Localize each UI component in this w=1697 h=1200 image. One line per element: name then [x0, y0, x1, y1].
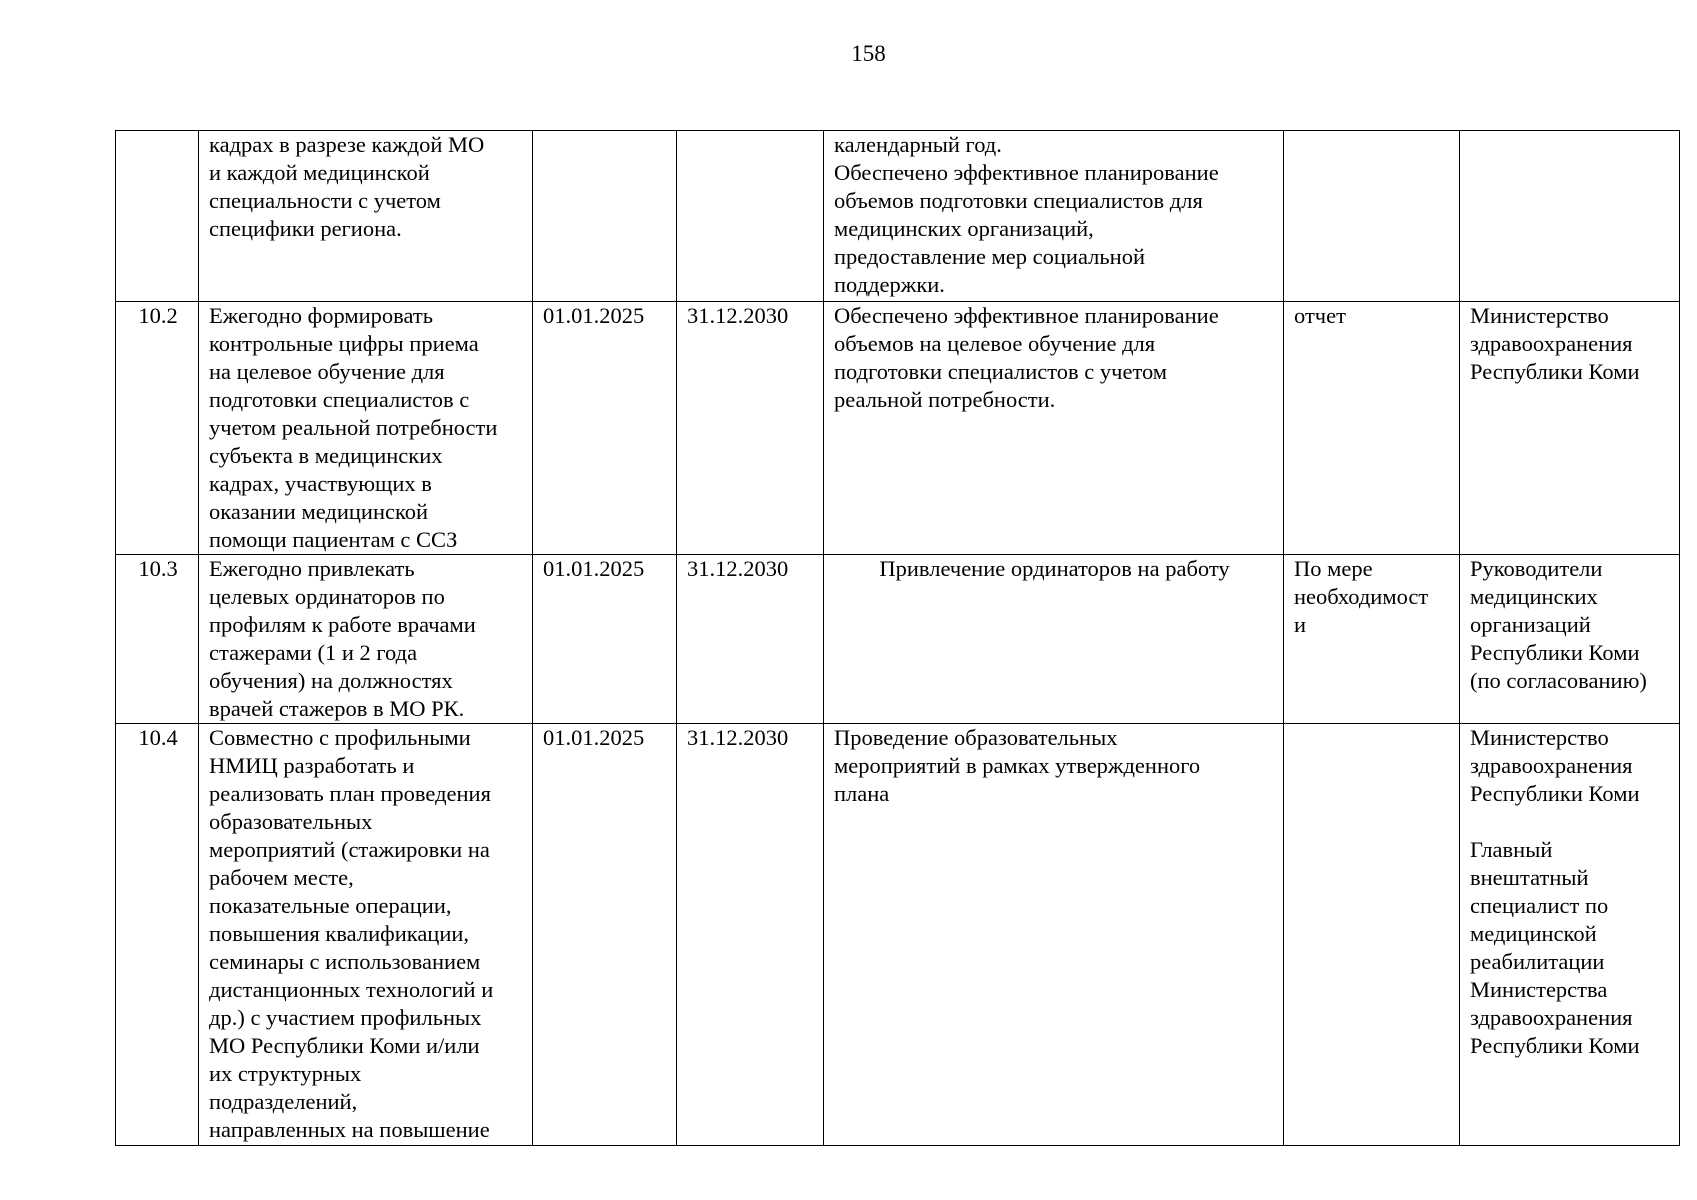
result-cell	[824, 555, 1284, 724]
table-row	[116, 724, 1680, 1146]
row-number: 10.3	[116, 555, 199, 724]
report-text: По мере необходимост и	[1294, 556, 1429, 637]
responsible-cell	[1460, 131, 1680, 302]
report-cell	[1284, 131, 1460, 302]
action-text: Совместно с профильными НМИЦ разработать и реализовать план проведения образовательных мероприятий (стажировки на рабочем месте, показательные операции, повышения квалификации, семинары с использованием дистанционных технологий и др.) с участием профильных МО Республики Коми и/или их структурных подразделений, направленных на повышение	[209, 725, 494, 1142]
responsible-cell	[1460, 724, 1680, 1146]
page-number: 158	[851, 41, 886, 66]
result-text: Проведение образовательных мероприятий в рамках утвержденного плана	[834, 725, 1201, 806]
responsible-text-extra: Главный внештатный специалист по медицинской реабилитации Министерства здравоохранения Республики Коми	[1470, 837, 1640, 1058]
action-text: Ежегодно привлекать целевых ординаторов по профилям к работе врачами стажерами (1 и 2 года обучения) на должностях врачей стажеров в МО РК.	[209, 556, 476, 721]
start-date	[533, 131, 677, 302]
row-number: 10.4	[116, 724, 199, 1146]
responsible-text: Министерство здравоохранения Республики Коми	[1470, 725, 1640, 806]
result-text: календарный год. Обеспечено эффективное планирование объемов подготовки специалистов для медицинских организаций, предоставление мер социальной поддержки.	[834, 132, 1219, 297]
start-date: 01.01.2025	[533, 302, 677, 555]
end-date: 31.12.2030	[677, 555, 824, 724]
end-date	[677, 131, 824, 302]
report-text: отчет	[1294, 303, 1346, 328]
action-cell	[199, 131, 533, 302]
action-text: Ежегодно формировать контрольные цифры приема на целевое обучение для подготовки специалистов с учетом реальной потребности субъекта в медицинских кадрах, участвующих в оказании медицинской помощи пациентам с ССЗ	[209, 303, 498, 552]
action-text: кадрах в разрезе каждой МО и каждой медицинской специальности с учетом специфики региона.	[209, 132, 485, 241]
responsible-text: Руководители медицинских организаций Республики Коми (по согласованию)	[1470, 556, 1647, 693]
responsible-cell	[1460, 555, 1680, 724]
row-number: 10.2	[116, 302, 199, 555]
table-row	[116, 555, 1680, 724]
responsible-text: Министерство здравоохранения Республики Коми	[1470, 303, 1640, 384]
table-row	[116, 302, 1680, 555]
result-cell	[824, 302, 1284, 555]
start-date: 01.01.2025	[533, 724, 677, 1146]
row-number	[116, 131, 199, 302]
end-date: 31.12.2030	[677, 302, 824, 555]
result-text: Привлечение ординаторов на работу	[879, 556, 1230, 581]
action-cell	[199, 302, 533, 555]
responsible-cell	[1460, 302, 1680, 555]
paragraph-gap	[1470, 808, 1671, 836]
action-cell	[199, 724, 533, 1146]
report-cell	[1284, 302, 1460, 555]
report-cell	[1284, 555, 1460, 724]
table-row	[116, 131, 1680, 302]
start-date: 01.01.2025	[533, 555, 677, 724]
result-cell	[824, 131, 1284, 302]
result-cell	[824, 724, 1284, 1146]
end-date: 31.12.2030	[677, 724, 824, 1146]
report-cell	[1284, 724, 1460, 1146]
plan-table	[115, 130, 1680, 1146]
result-text: Обеспечено эффективное планирование объемов на целевое обучение для подготовки специалистов с учетом реальной потребности.	[834, 303, 1219, 412]
action-cell	[199, 555, 533, 724]
